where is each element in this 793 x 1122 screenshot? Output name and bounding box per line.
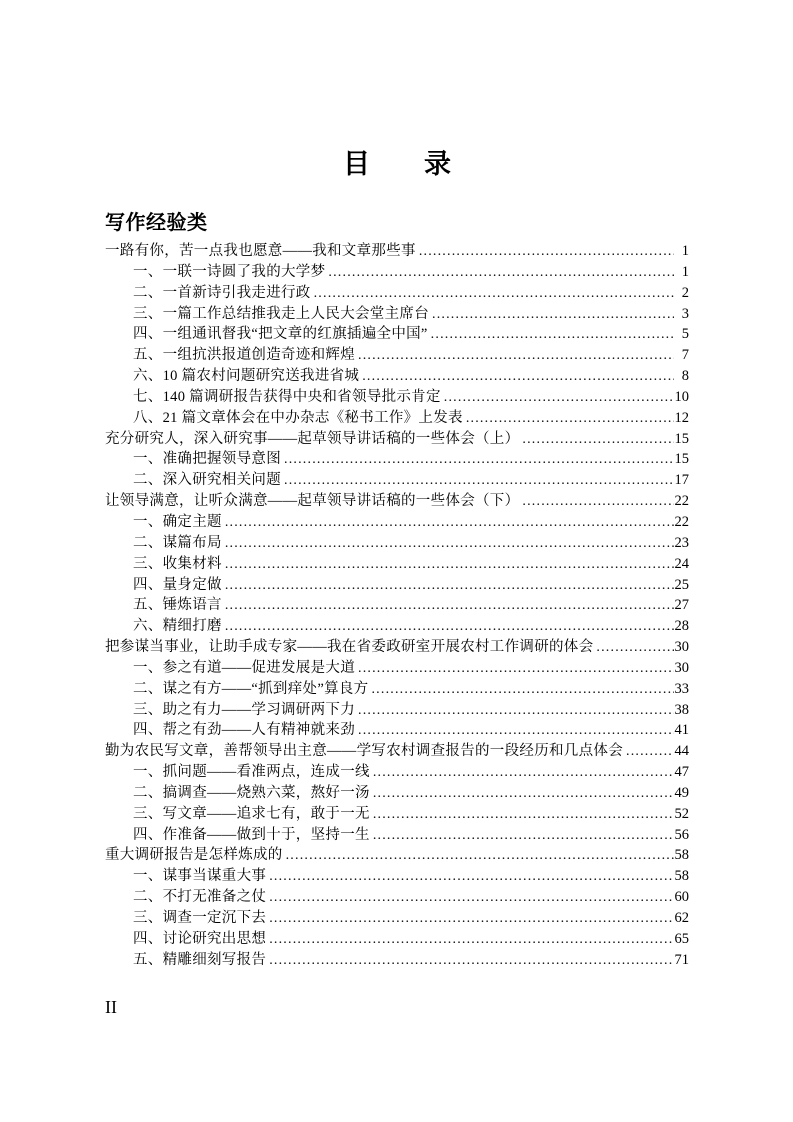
- toc-entry[interactable]: [105, 720, 689, 741]
- toc-entry-title: 四、帮之有劲——人有精神就来劲: [133, 722, 355, 739]
- toc-dot-leader: [269, 866, 673, 887]
- toc-entry[interactable]: [105, 345, 689, 366]
- toc-entry-title: 四、一组通讯督我“把文章的红旗插遍全中国”: [133, 326, 428, 343]
- toc-entry-page: 5: [681, 326, 689, 343]
- toc-entry-title: 四、作准备——做到十于，坚持一生: [133, 826, 370, 843]
- toc-dot-leader: [522, 429, 673, 450]
- toc-entry-page: 71: [674, 951, 689, 968]
- toc-dot-leader: [373, 804, 674, 825]
- toc-entry-title: 把参谋当事业，让助手成专家——我在省委政研室开展农村工作调研的体会: [105, 639, 594, 656]
- toc-entry[interactable]: [105, 616, 689, 637]
- toc-entry-page: 15: [674, 430, 689, 447]
- toc-entry-page: 3: [681, 305, 689, 322]
- toc-entry-page: 58: [674, 868, 689, 885]
- toc-entry-page: 47: [674, 764, 689, 781]
- toc-entry-title: 三、调查一定沉下去: [133, 910, 267, 926]
- toc-entry-title: 二、谋之有方——“抓到痒处”算良方: [133, 680, 369, 697]
- toc-dot-leader: [225, 554, 674, 575]
- toc-entry-page: 10: [674, 388, 689, 405]
- toc-entry-page: 8: [681, 368, 689, 385]
- toc-entry[interactable]: [105, 429, 689, 450]
- toc-list: [105, 241, 689, 971]
- toc-entry[interactable]: [105, 741, 689, 762]
- toc-dot-leader: [269, 950, 673, 971]
- toc-entry[interactable]: [105, 283, 689, 304]
- toc-entry-page: 17: [674, 472, 689, 489]
- toc-dot-leader: [225, 575, 674, 596]
- toc-entry-title: 一、确定主题: [133, 513, 222, 530]
- toc-entry-page: 33: [674, 680, 689, 697]
- toc-entry-page: 62: [674, 910, 689, 926]
- toc-entry-title: 三、一篇工作总结推我走上人民大会堂主席台: [133, 305, 429, 322]
- toc-dot-leader: [225, 533, 674, 554]
- toc-entry-page: 15: [674, 451, 689, 468]
- toc-dot-leader: [358, 700, 674, 721]
- toc-dot-leader: [373, 825, 674, 846]
- toc-entry[interactable]: [105, 408, 689, 429]
- toc-entry[interactable]: [105, 845, 689, 866]
- toc-entry-title: 八、21 篇文章体会在中办杂志《秘书工作》上发表: [133, 409, 463, 426]
- toc-entry[interactable]: [105, 866, 689, 887]
- toc-entry-title: 七、140 篇调研报告获得中央和省领导批示肯定: [133, 388, 441, 405]
- footer-page-number: II: [105, 997, 117, 1017]
- toc-entry-page: 27: [674, 597, 689, 614]
- toc-dot-leader: [225, 595, 674, 616]
- toc-entry[interactable]: [105, 762, 689, 783]
- toc-dot-leader: [431, 324, 674, 345]
- toc-dot-leader: [225, 512, 674, 533]
- toc-entry[interactable]: [105, 366, 689, 387]
- toc-dot-leader: [371, 679, 673, 700]
- toc-entry-title: 二、不打无准备之仗: [133, 889, 267, 906]
- toc-entry-title: 一、准确把握领导意图: [133, 451, 281, 468]
- toc-entry-title: 二、一首新诗引我走进行政: [133, 284, 311, 301]
- toc-dot-leader: [269, 929, 673, 950]
- toc-entry[interactable]: [105, 595, 689, 616]
- toc-entry-page: 30: [674, 639, 689, 656]
- toc-entry[interactable]: [105, 470, 689, 491]
- toc-dot-leader: [419, 241, 674, 262]
- toc-entry[interactable]: [105, 887, 689, 908]
- toc-entry[interactable]: [105, 324, 689, 345]
- toc-entry-page: 23: [674, 534, 689, 551]
- toc-entry[interactable]: [105, 908, 689, 929]
- toc-entry[interactable]: [105, 950, 689, 971]
- toc-entry-page: 65: [674, 930, 689, 947]
- toc-entry[interactable]: [105, 783, 689, 804]
- toc-entry[interactable]: [105, 804, 689, 825]
- toc-entry-page: 52: [674, 805, 689, 822]
- toc-entry-title: 五、锤炼语言: [133, 597, 222, 614]
- toc-entry-title: 四、量身定做: [133, 576, 222, 593]
- toc-entry-page: 49: [674, 784, 689, 801]
- toc-entry-title: 一、抓问题——看准两点，连成一线: [133, 764, 370, 781]
- toc-dot-leader: [626, 741, 674, 762]
- toc-entry[interactable]: [105, 929, 689, 950]
- toc-entry[interactable]: [105, 304, 689, 325]
- toc-entry-title: 三、收集材料: [133, 555, 222, 572]
- toc-entry-title: 二、深入研究相关问题: [133, 472, 281, 489]
- toc-dot-leader: [373, 783, 674, 804]
- toc-dot-leader: [358, 658, 674, 679]
- toc-entry-page: 58: [674, 847, 689, 864]
- toc-entry[interactable]: [105, 387, 689, 408]
- toc-dot-leader: [269, 908, 673, 929]
- toc-dot-leader: [225, 616, 674, 637]
- toc-entry-title: 充分研究人，深入研究事——起草领导讲话稿的一些体会（上）: [105, 430, 520, 447]
- toc-entry-page: 22: [674, 493, 689, 510]
- toc-entry-title: 一、参之有道——促进发展是大道: [133, 659, 355, 676]
- toc-entry-title: 四、讨论研究出思想: [133, 930, 267, 947]
- toc-entry-page: 7: [681, 347, 689, 364]
- toc-dot-leader: [444, 387, 674, 408]
- toc-entry-title: 五、一组抗洪报道创造奇迹和辉煌: [133, 347, 355, 364]
- toc-entry-page: 1: [681, 263, 689, 280]
- toc-entry[interactable]: [105, 512, 689, 533]
- toc-entry-page: 60: [674, 889, 689, 906]
- toc-dot-leader: [314, 283, 674, 304]
- toc-entry-title: 五、精雕细刻写报告: [133, 951, 267, 968]
- toc-entry[interactable]: [105, 679, 689, 700]
- toc-entry-title: 让领导满意，让听众满意——起草领导讲话稿的一些体会（下）: [105, 493, 520, 510]
- toc-dot-leader: [466, 408, 674, 429]
- toc-entry[interactable]: [105, 491, 689, 512]
- toc-entry-title: 三、写文章——追求七有，敢于一无: [133, 805, 370, 822]
- toc-entry-title: 一、谋事当谋重大事: [133, 868, 267, 885]
- toc-entry-page: 44: [674, 743, 689, 760]
- toc-entry-title: 三、助之有力——学习调研两下力: [133, 701, 355, 718]
- toc-entry-page: 38: [674, 701, 689, 718]
- toc-entry[interactable]: [105, 449, 689, 470]
- toc-entry-title: 勤为农民写文章，善帮领导出主意——学写农村调查报告的一段经历和几点体会: [105, 743, 623, 760]
- toc-dot-leader: [362, 366, 674, 387]
- toc-entry[interactable]: [105, 637, 689, 658]
- toc-entry-page: 22: [674, 513, 689, 530]
- toc-entry[interactable]: [105, 533, 689, 554]
- toc-dot-leader: [596, 637, 673, 658]
- toc-entry[interactable]: [105, 554, 689, 575]
- toc-entry[interactable]: [105, 575, 689, 596]
- section-heading: 写作经验类: [105, 212, 208, 234]
- toc-entry-page: 2: [681, 284, 689, 301]
- toc-entry-page: 24: [674, 555, 689, 572]
- toc-entry[interactable]: [105, 262, 689, 283]
- toc-entry[interactable]: [105, 241, 689, 262]
- toc-dot-leader: [373, 762, 674, 783]
- toc-entry-page: 28: [674, 618, 689, 635]
- toc-dot-leader: [522, 491, 673, 512]
- toc-entry-page: 56: [674, 826, 689, 843]
- toc-entry-title: 二、谋篇布局: [133, 534, 222, 551]
- toc-entry-title: 六、10 篇农村问题研究送我进省城: [133, 368, 360, 385]
- toc-entry-page: 1: [681, 243, 689, 259]
- toc-dot-leader: [328, 262, 674, 283]
- toc-entry-page: 41: [674, 722, 689, 739]
- toc-dot-leader: [432, 304, 674, 325]
- toc-entry-page: 12: [674, 409, 689, 426]
- toc-dot-leader: [269, 887, 673, 908]
- toc-dot-leader: [358, 720, 674, 741]
- toc-entry-title: 一、一联一诗圆了我的大学梦: [133, 263, 326, 280]
- page-title: 目 录: [343, 149, 451, 179]
- toc-entry[interactable]: [105, 658, 689, 679]
- toc-entry[interactable]: [105, 700, 689, 721]
- toc-entry-title: 重大调研报告是怎样炼成的: [105, 847, 283, 864]
- toc-dot-leader: [284, 470, 674, 491]
- toc-dot-leader: [284, 449, 674, 470]
- toc-entry-title: 二、搞调查——烧熟六菜，熬好一汤: [133, 784, 370, 801]
- toc-dot-leader: [286, 845, 674, 866]
- toc-entry-title: 一路有你，苦一点我也愿意——我和文章那些事: [105, 243, 416, 259]
- toc-entry-page: 30: [674, 659, 689, 676]
- toc-entry-title: 六、精细打磨: [133, 618, 222, 635]
- toc-entry-page: 25: [674, 576, 689, 593]
- toc-dot-leader: [358, 345, 674, 366]
- toc-entry[interactable]: [105, 825, 689, 846]
